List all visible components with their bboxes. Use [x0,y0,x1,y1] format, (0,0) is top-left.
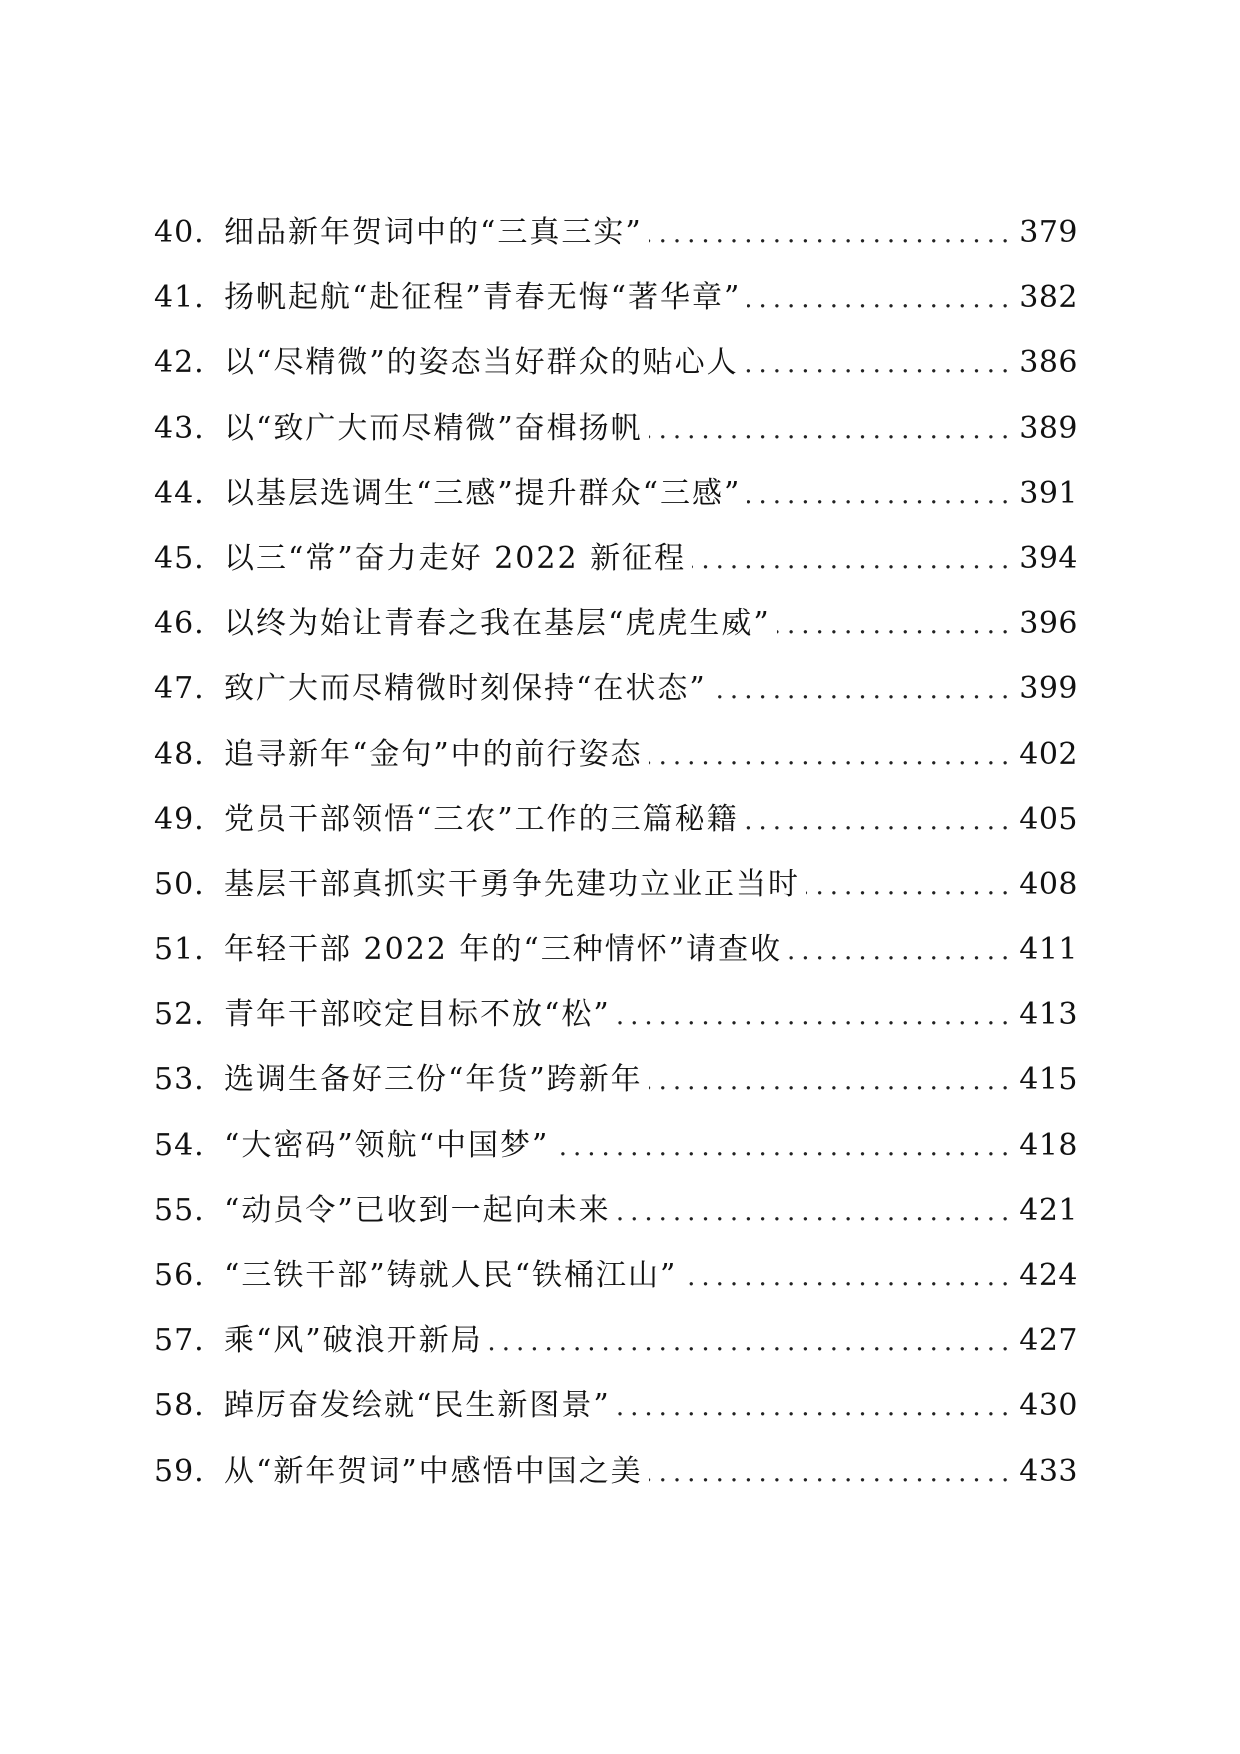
entry-number: 47. [154,671,205,707]
dot-leader [745,808,1016,834]
table-of-contents [154,215,1078,1522]
toc-entry[interactable] [154,736,1078,805]
toc-entry[interactable] [154,410,1078,479]
entry-page-number: 396 [1019,606,1078,642]
entry-title: 基层干部真抓实干勇争先建功立业正当时 [224,866,800,902]
toc-entry[interactable] [154,1192,1078,1261]
dot-leader [617,1003,1016,1029]
entry-page-number: 402 [1019,736,1078,772]
toc-entry[interactable] [154,475,1078,544]
toc-entry[interactable] [154,1258,1078,1326]
toc-entry[interactable] [154,280,1078,348]
entry-page-number: 389 [1019,410,1078,446]
toc-entry[interactable] [154,997,1078,1065]
entry-title: “三铁干部”铸就人民“铁桶江山” [224,1258,678,1293]
entry-title: 党员干部领悟“三农”工作的三篇秘籍 [224,801,739,837]
dot-leader [649,221,1016,247]
entry-number: 53. [154,1062,205,1098]
entry-number: 43. [154,410,205,446]
dot-leader [788,938,1015,964]
entry-number: 44. [154,475,205,511]
dot-leader [747,286,1015,312]
entry-title: 细品新年贺词中的“三真三实” [224,215,643,250]
dot-leader [649,1068,1016,1094]
entry-number: 46. [154,606,205,642]
entry-title: 追寻新年“金句”中的前行姿态 [224,736,643,772]
entry-title: 选调生备好三份“年货”跨新年 [224,1062,643,1098]
toc-entry[interactable] [154,1323,1078,1391]
entry-title: 踔厉奋发绘就“民生新图景” [224,1388,611,1424]
entry-page-number: 391 [1019,475,1078,511]
entry-title: 扬帆起航“赴征程”青春无悔“著华章” [224,280,742,316]
toc-entry[interactable] [154,215,1078,283]
entry-page-number: 382 [1019,280,1078,316]
entry-number: 58. [154,1388,205,1424]
entry-title: “动员令”已收到一起向未来 [224,1192,611,1228]
entry-title: 致广大而尽精微时刻保持“在状态” [224,671,707,707]
entry-page-number: 408 [1019,866,1078,902]
entry-title: 以三“常”奋力走好 2022 新征程 [224,540,687,576]
toc-entry[interactable] [154,801,1078,870]
entry-number: 42. [154,345,205,381]
entry-number: 57. [154,1323,205,1359]
entry-page-number: 379 [1019,215,1078,250]
toc-entry[interactable] [154,1127,1078,1196]
toc-entry[interactable] [154,1388,1078,1456]
dot-leader [777,612,1016,638]
entry-page-number: 411 [1019,932,1078,968]
entry-number: 56. [154,1258,205,1293]
toc-entry[interactable] [154,606,1078,674]
entry-page-number: 386 [1019,345,1078,381]
dot-leader [713,677,1016,703]
entry-number: 54. [154,1127,205,1163]
toc-entry[interactable] [154,345,1078,413]
entry-page-number: 424 [1019,1258,1078,1293]
entry-number: 50. [154,866,205,902]
entry-title: 从“新年贺词”中感悟中国之美 [224,1453,643,1489]
entry-number: 40. [154,215,205,250]
entry-number: 55. [154,1192,205,1228]
entry-page-number: 415 [1019,1062,1078,1098]
entry-title: 以基层选调生“三感”提升群众“三感” [224,475,742,511]
dot-leader [617,1394,1016,1420]
entry-title: 年轻干部 2022 年的“三种情怀”请查收 [224,932,783,968]
entry-page-number: 413 [1019,997,1078,1033]
dot-leader [649,417,1016,443]
entry-page-number: 418 [1019,1127,1078,1163]
entry-title: 以“尽精微”的姿态当好群众的贴心人 [224,345,739,381]
entry-page-number: 430 [1019,1388,1078,1424]
entry-number: 41. [154,280,205,316]
toc-entry[interactable] [154,1062,1078,1130]
entry-title: 乘“风”破浪开新局 [224,1323,483,1359]
toc-entry[interactable] [154,671,1078,739]
dot-leader [617,1199,1016,1225]
entry-number: 52. [154,997,205,1033]
dot-leader [489,1329,1016,1355]
entry-title: “大密码”领航“中国梦” [224,1127,550,1163]
dot-leader [692,547,1015,573]
entry-page-number: 394 [1019,540,1078,576]
dot-leader [745,351,1016,377]
entry-page-number: 427 [1019,1323,1078,1359]
toc-entry[interactable] [154,866,1078,935]
entry-number: 48. [154,736,205,772]
dot-leader [555,1134,1015,1160]
entry-title: 以“致广大而尽精微”奋楫扬帆 [224,410,643,446]
entry-number: 51. [154,932,205,968]
entry-page-number: 433 [1019,1453,1078,1489]
dot-leader [649,1460,1016,1486]
entry-number: 59. [154,1453,205,1489]
dot-leader [747,482,1015,508]
entry-page-number: 405 [1019,801,1078,837]
entry-page-number: 421 [1019,1192,1078,1228]
entry-page-number: 399 [1019,671,1078,707]
toc-entry[interactable] [154,1453,1078,1522]
entry-title: 青年干部咬定目标不放“松” [224,997,611,1033]
entry-number: 49. [154,801,205,837]
entry-title: 以终为始让青春之我在基层“虎虎生威” [224,606,771,642]
dot-leader [806,873,1015,899]
toc-entry[interactable] [154,932,1078,1000]
dot-leader [683,1264,1015,1290]
entry-number: 45. [154,540,205,576]
dot-leader [649,743,1016,769]
toc-entry[interactable] [154,540,1078,609]
